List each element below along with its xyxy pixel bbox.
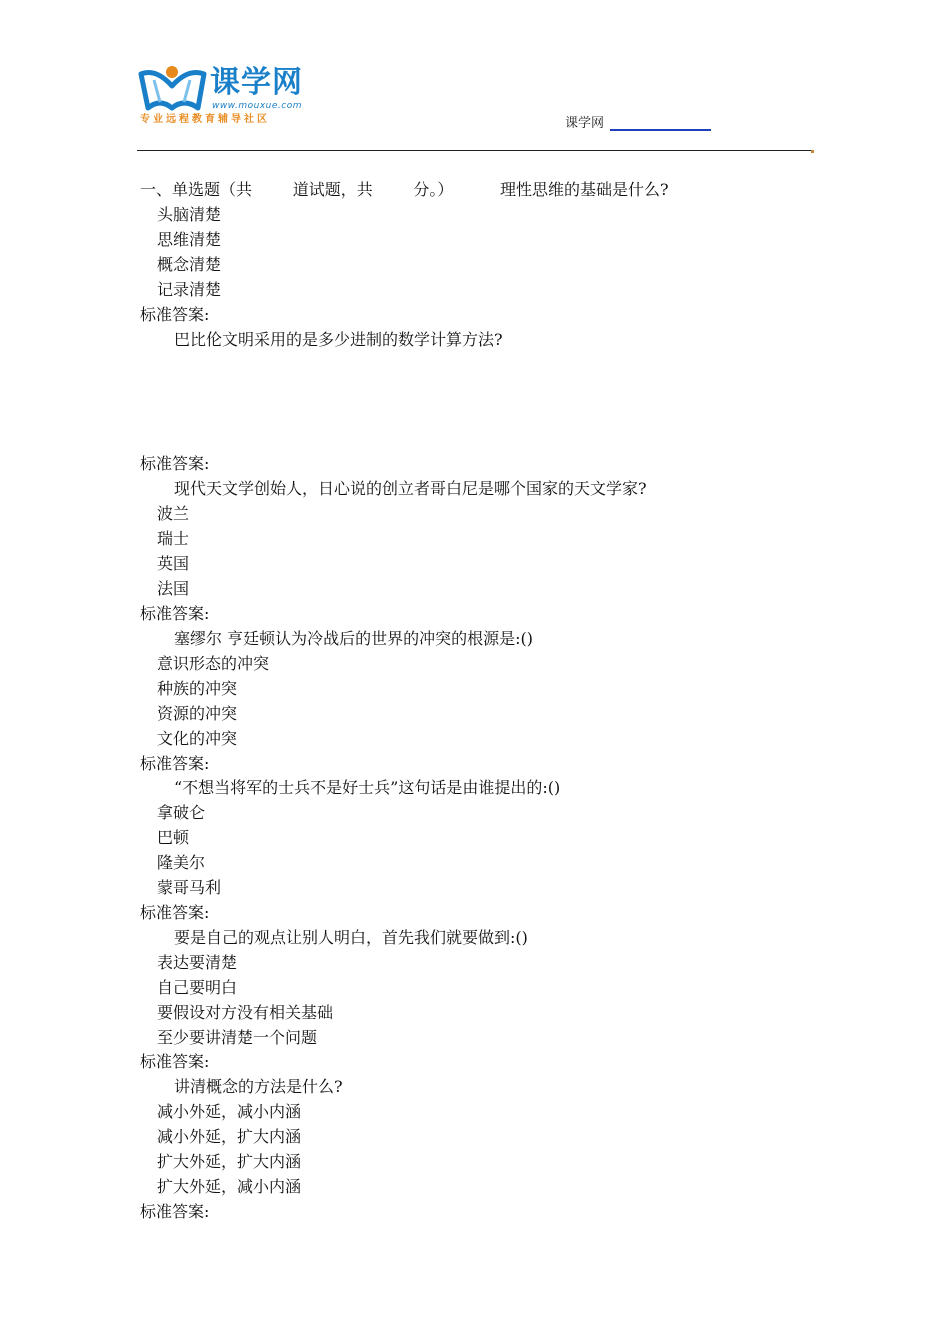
- site-reference-label: 课学网: [565, 116, 605, 131]
- option-item: 头脑清楚: [157, 205, 222, 224]
- option-item: 意识形态的冲突: [157, 654, 270, 673]
- question-text: 理性思维的基础是什么?: [500, 180, 669, 199]
- option-item: 思维清楚: [157, 230, 222, 249]
- option-item: 要假设对方没有相关基础: [157, 1003, 334, 1022]
- answer-label: 标准答案:: [140, 1202, 210, 1221]
- answer-label: 标准答案:: [140, 1052, 210, 1071]
- option-item: 表达要清楚: [157, 953, 238, 972]
- option-item: 蒙哥马利: [157, 878, 222, 897]
- option-item: 记录清楚: [157, 280, 222, 299]
- answer-label: 标准答案:: [140, 604, 210, 623]
- option-item: 隆美尔: [157, 853, 206, 872]
- option-item: 扩大外延，减小内涵: [157, 1177, 302, 1196]
- logo-slogan: 专业远程教育辅导社区: [140, 114, 270, 125]
- answer-label: 标准答案:: [140, 754, 210, 773]
- question-text: 要是自己的观点让别人明白，首先我们就要做到:(): [174, 928, 528, 947]
- answer-label: 标准答案:: [140, 305, 210, 324]
- logo-book-icon: [138, 64, 208, 112]
- answer-label: 标准答案:: [140, 454, 210, 473]
- option-item: 波兰: [157, 504, 190, 523]
- option-item: 扩大外延，扩大内涵: [157, 1152, 302, 1171]
- option-item: 巴顿: [157, 828, 190, 847]
- option-item: 种族的冲突: [157, 679, 238, 698]
- option-item: 文化的冲突: [157, 729, 238, 748]
- question-text: 塞缪尔 亨廷顿认为冷战后的世界的冲突的根源是:(): [174, 629, 533, 648]
- section-title: 一、单选题（共 道试题，共 分。）: [140, 180, 454, 199]
- option-item: 瑞士: [157, 529, 190, 548]
- question-text: 现代天文学创始人，日心说的创立者哥白尼是哪个国家的天文学家?: [174, 479, 647, 498]
- option-item: 法国: [157, 579, 190, 598]
- option-item: 减小外延，减小内涵: [157, 1102, 302, 1121]
- option-item: 英国: [157, 554, 190, 573]
- logo-name: 课学网: [210, 65, 303, 100]
- header-divider-mark: [811, 150, 814, 153]
- question-text: 讲清概念的方法是什么?: [174, 1077, 343, 1096]
- site-logo: [138, 64, 328, 132]
- option-item: 至少要讲清楚一个问题: [157, 1028, 318, 1047]
- option-item: 减小外延，扩大内涵: [157, 1127, 302, 1146]
- option-item: 资源的冲突: [157, 704, 238, 723]
- logo-url: www.mouxue.com: [212, 101, 302, 111]
- option-item: 拿破仑: [157, 803, 206, 822]
- question-text: 巴比伦文明采用的是多少进制的数学计算方法?: [174, 330, 503, 349]
- answer-label: 标准答案:: [140, 903, 210, 922]
- question-text: “不想当将军的士兵不是好士兵”这句话是由谁提出的:(): [174, 778, 561, 797]
- site-reference-link[interactable]: [610, 129, 711, 131]
- header-divider: [137, 150, 813, 151]
- option-item: 自己要明白: [157, 978, 238, 997]
- option-item: 概念清楚: [157, 255, 222, 274]
